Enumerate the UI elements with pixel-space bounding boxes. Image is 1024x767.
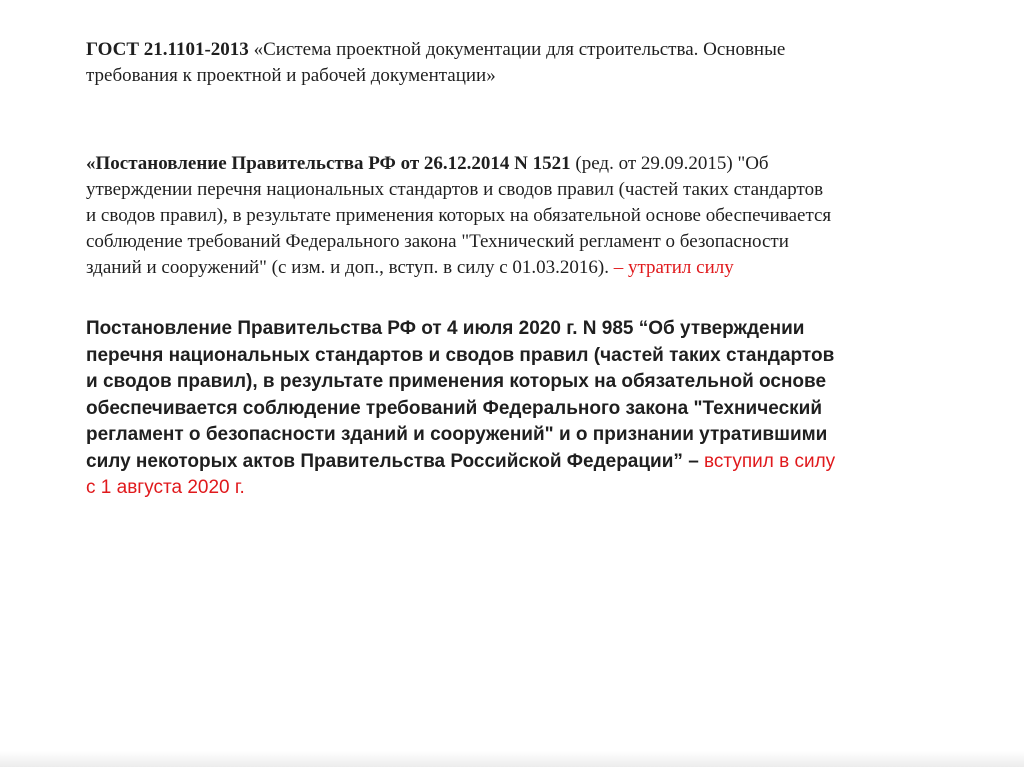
decree-2020-line6: силу некоторых актов Правительства Российской Федерации” — [86, 450, 689, 472]
decree-2014-line5: зданий и сооружений" (с изм. и доп., вступ. в силу с 01.03.2016). — [86, 257, 614, 278]
decree-2014-line2: утверждении перечня национальных стандартов и сводов правил (частей таких стандартов — [86, 179, 824, 200]
gost-title: ГОСТ 21.1101-2013 — [86, 39, 249, 60]
decree-2014-status: – утратил силу — [613, 257, 734, 278]
slide-bottom-edge — [0, 751, 1024, 767]
decree-2014-line4: соблюдение требований Федерального закона "Технический регламент о безопасности — [86, 231, 789, 252]
decree-2014-title: «Постановление Правительства РФ от 26.12.2014 N 1521 — [86, 153, 571, 174]
decree-2020-status-dash: – — [688, 450, 699, 472]
gost-paragraph — [86, 37, 1006, 89]
decree-2020-status-line1: вступил в силу — [698, 450, 836, 472]
decree-2020-line2: перечня национальных стандартов и сводов правил (частей таких стандартов — [86, 344, 835, 366]
decree-2020-paragraph — [86, 316, 1006, 502]
decree-2014-line1-rest: (ред. от 29.09.2015) "Об — [570, 153, 769, 174]
decree-2014-paragraph — [86, 151, 1006, 281]
decree-2020-line4: обеспечивается соблюдение требований Федерального закона "Технический — [86, 397, 822, 419]
decree-2020-line1: Постановление Правительства РФ от 4 июля 2020 г. N 985 “Об утверждении — [86, 318, 805, 339]
decree-2020-line5: регламент о безопасности зданий и сооружений" и о признании утратившими — [86, 424, 828, 445]
decree-2020-status-line2: с 1 августа 2020 г. — [86, 477, 245, 498]
gost-line2: требования к проектной и рабочей документации» — [86, 65, 496, 86]
gost-line1-rest: «Система проектной документации для строительства. Основные — [248, 39, 786, 60]
decree-2020-line3: и сводов правил), в результате применения которых на обязательной основе — [86, 371, 827, 392]
decree-2014-line3: и сводов правил), в результате применения которых на обязательной основе обеспечивается — [86, 205, 832, 226]
